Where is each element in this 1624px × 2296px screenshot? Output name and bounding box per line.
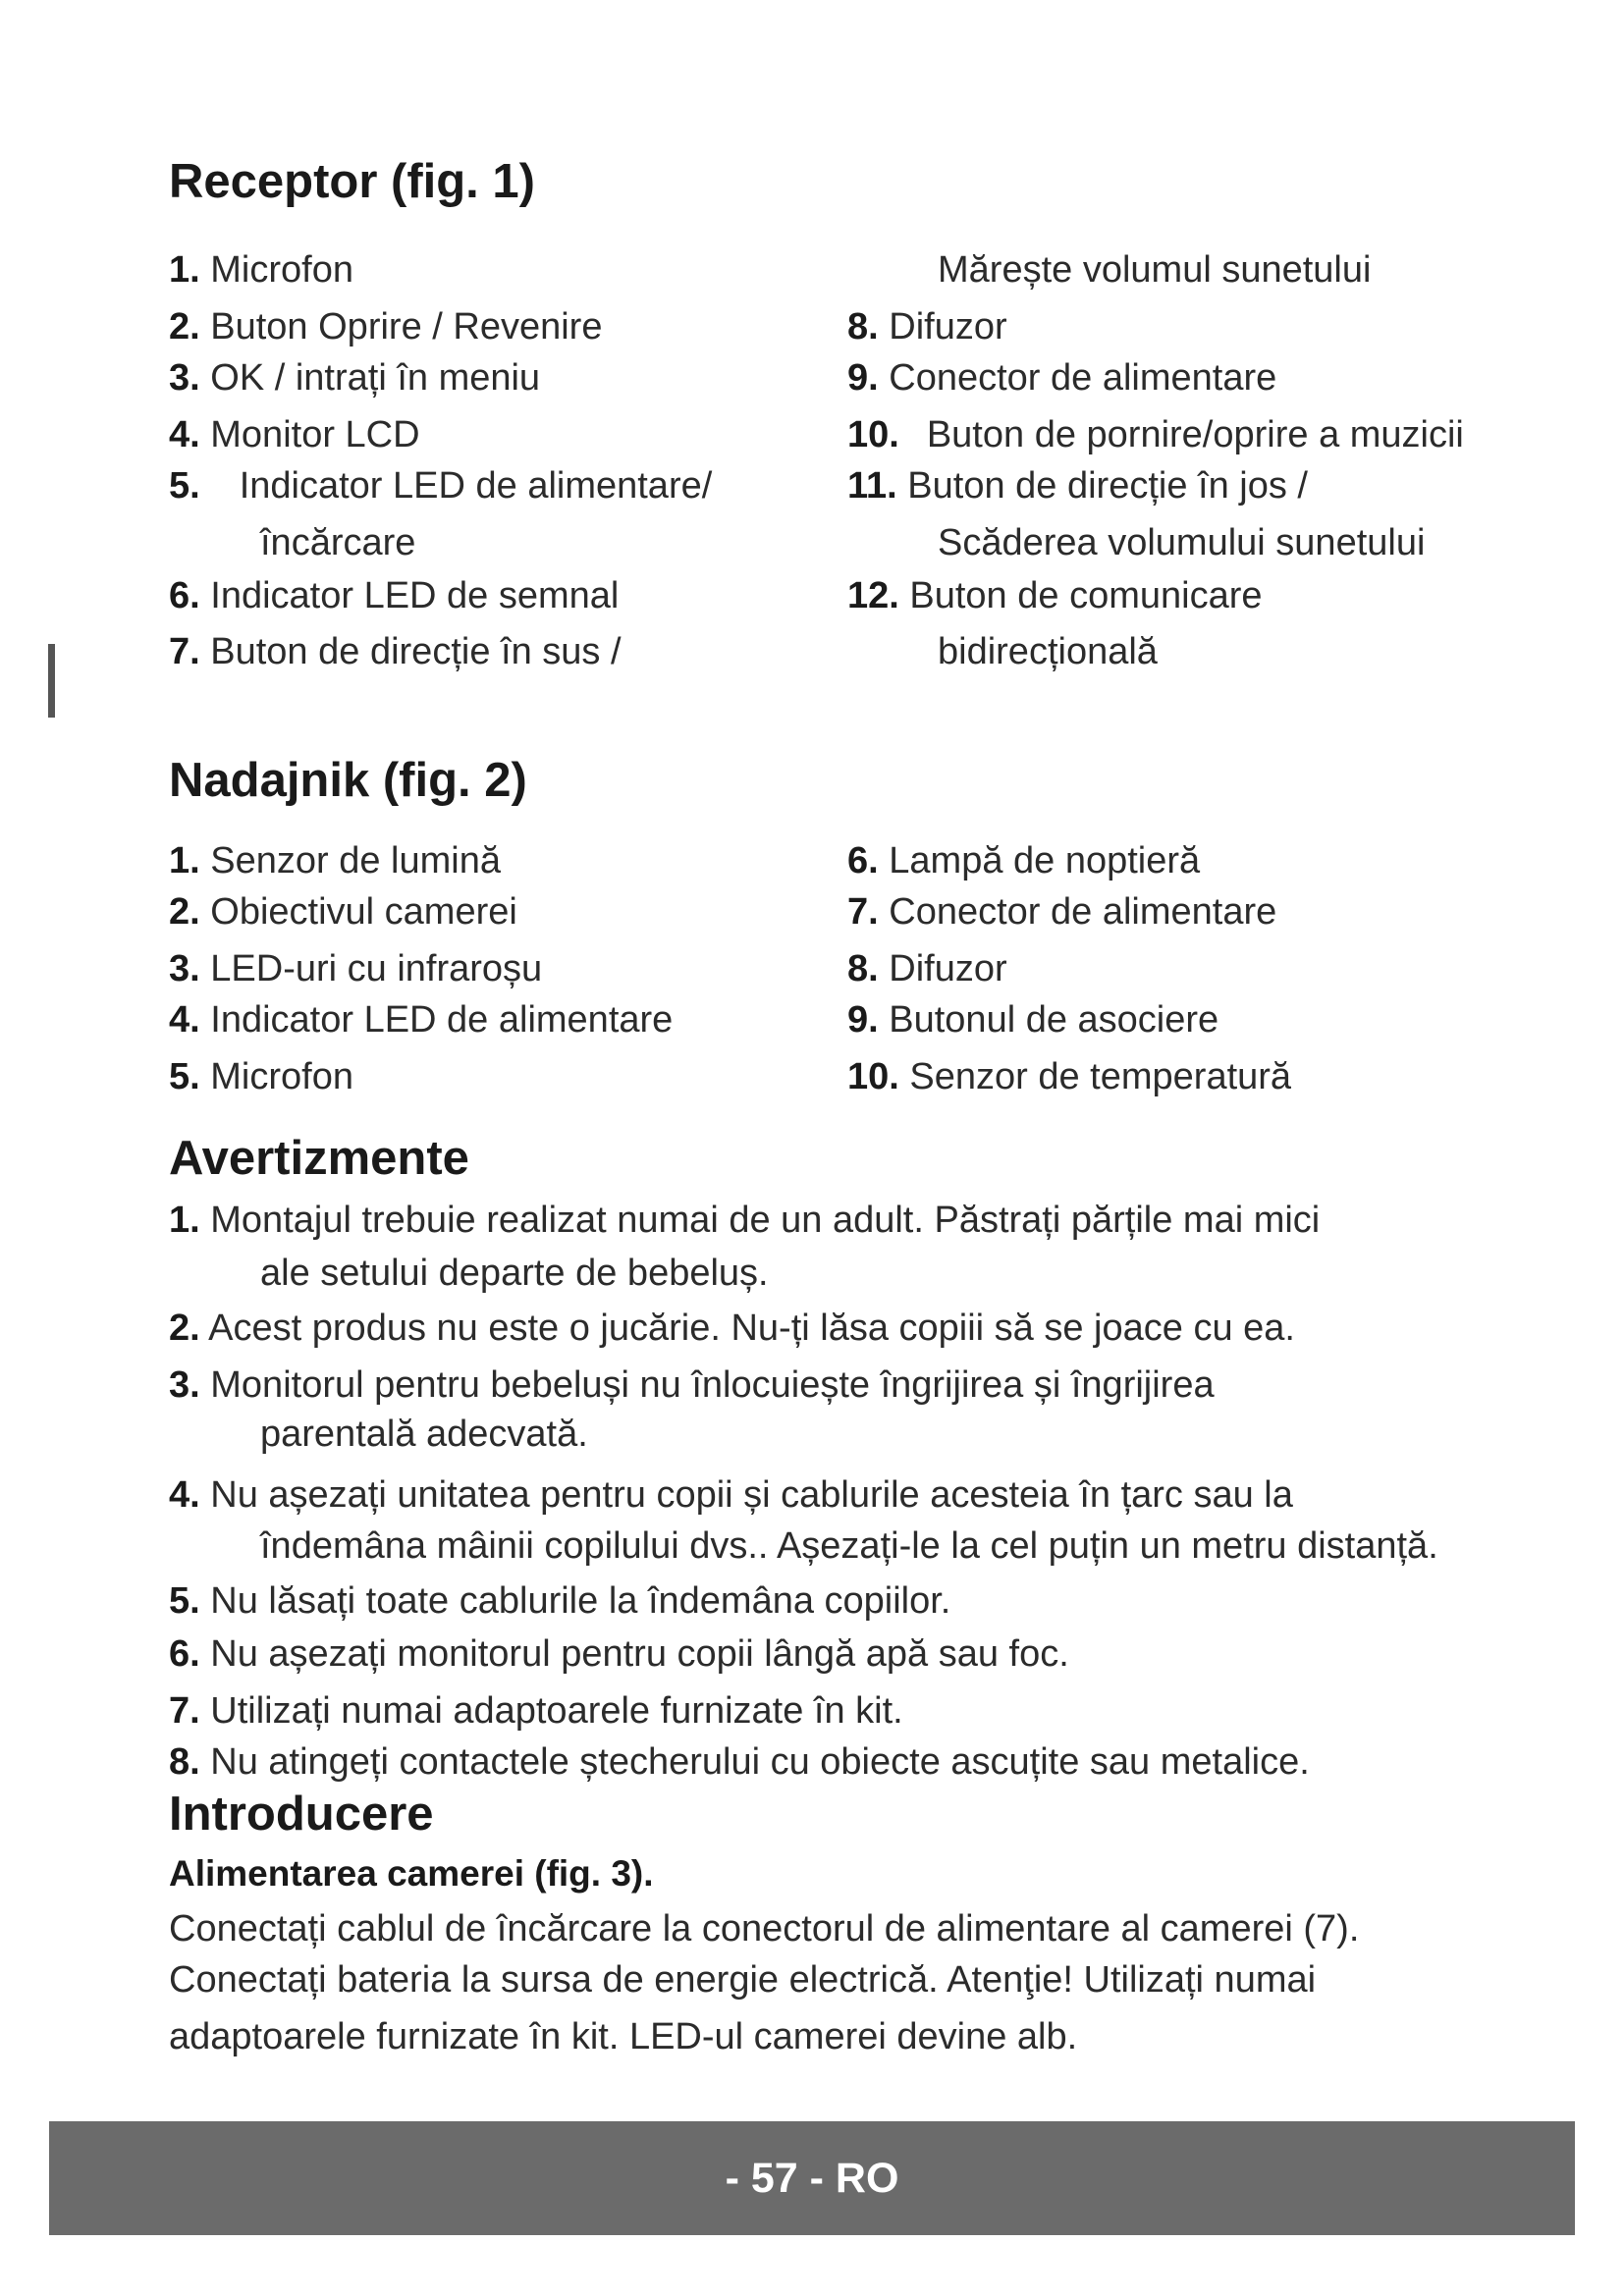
avertizmente-item-1-cont: ale setului departe de bebeluș. [260,1253,769,1294]
receptor-item-3: 3. OK / intrați în meniu [169,357,541,399]
nadajnik-item-10: 10. Senzor de temperatură [847,1056,1292,1097]
avertizmente-item-8: 8. Nu atingeți contactele ștecherului cu obiecte ascuțite sau metalice. [169,1741,1310,1783]
nadajnik-item-4: 4. Indicator LED de alimentare [169,999,674,1041]
introducere-line-2: Conectați bateria la sursa de energie electrică. Atenţie! Utilizați numai [169,1959,1317,2001]
avertizmente-item-4-cont: îndemâna mâinii copilului dvs.. Așezați-le la cel puțin un metru distanță. [260,1525,1438,1567]
nadajnik-item-1: 1. Senzor de lumină [169,840,501,881]
receptor-item-1: 1. Microfon [169,249,353,291]
receptor-item-7: 7. Buton de direcție în sus / [169,631,622,672]
receptor-item-2: 2. Buton Oprire / Revenire [169,306,603,347]
receptor-item-7-cont: Mărește volumul sunetului [938,249,1372,291]
nadajnik-item-5: 5. Microfon [169,1056,353,1097]
receptor-item-12-cont: bidirecțională [938,631,1158,672]
nadajnik-item-8: 8. Difuzor [847,948,1007,989]
avertizmente-item-7: 7. Utilizați numai adaptoarele furnizate în kit. [169,1690,903,1732]
margin-bar [48,644,55,718]
avertizmente-item-5: 5. Nu lăsați toate cablurile la îndemâna copiilor. [169,1580,951,1622]
introducere-heading: Introducere [169,1788,434,1841]
receptor-item-5-cont: încărcare [260,522,416,563]
nadajnik-item-2: 2. Obiectivul camerei [169,891,517,933]
nadajnik-item-3: 3. LED-uri cu infraroșu [169,948,543,989]
nadajnik-item-7: 7. Conector de alimentare [847,891,1277,933]
avertizmente-item-6: 6. Nu așezați monitorul pentru copii lângă apă sau foc. [169,1633,1069,1675]
receptor-item-6: 6. Indicator LED de semnal [169,575,620,616]
avertizmente-item-1: 1. Montajul trebuie realizat numai de un adult. Păstrați părțile mai mici [169,1200,1321,1241]
introducere-subtitle: Alimentarea camerei (fig. 3). [169,1853,654,1894]
avertizmente-heading: Avertizmente [169,1132,469,1185]
receptor-item-10: 10. Buton de pornire/oprire a muzicii [847,414,1464,455]
receptor-item-11-cont: Scăderea volumului sunetului [938,522,1426,563]
page-number: - 57 - RO [725,2155,899,2202]
receptor-item-8: 8. Difuzor [847,306,1007,347]
receptor-item-12: 12. Buton de comunicare [847,575,1263,616]
avertizmente-item-3: 3. Monitorul pentru bebeluși nu înlocuiește îngrijirea și îngrijirea [169,1364,1215,1406]
nadajnik-heading: Nadajnik (fig. 2) [169,754,527,807]
avertizmente-item-4: 4. Nu așezați unitatea pentru copii și cablurile acesteia în țarc sau la [169,1474,1293,1516]
introducere-line-3: adaptoarele furnizate în kit. LED-ul camerei devine alb. [169,2016,1078,2057]
introducere-line-1: Conectați cablul de încărcare la conectorul de alimentare al camerei (7). [169,1908,1360,1949]
page-footer [49,2121,1575,2235]
receptor-heading: Receptor (fig. 1) [169,155,535,208]
receptor-item-4: 4. Monitor LCD [169,414,420,455]
nadajnik-item-6: 6. Lampă de noptieră [847,840,1201,881]
receptor-item-5: 5. Indicator LED de alimentare/ [169,465,713,507]
receptor-item-11: 11. Buton de direcție în jos / [847,465,1308,507]
avertizmente-item-2: 2. Acest produs nu este o jucărie. Nu-ți lăsa copiii să se joace cu ea. [169,1308,1295,1349]
receptor-item-9: 9. Conector de alimentare [847,357,1277,399]
nadajnik-item-9: 9. Butonul de asociere [847,999,1219,1041]
avertizmente-item-3-cont: parentală adecvată. [260,1414,588,1455]
